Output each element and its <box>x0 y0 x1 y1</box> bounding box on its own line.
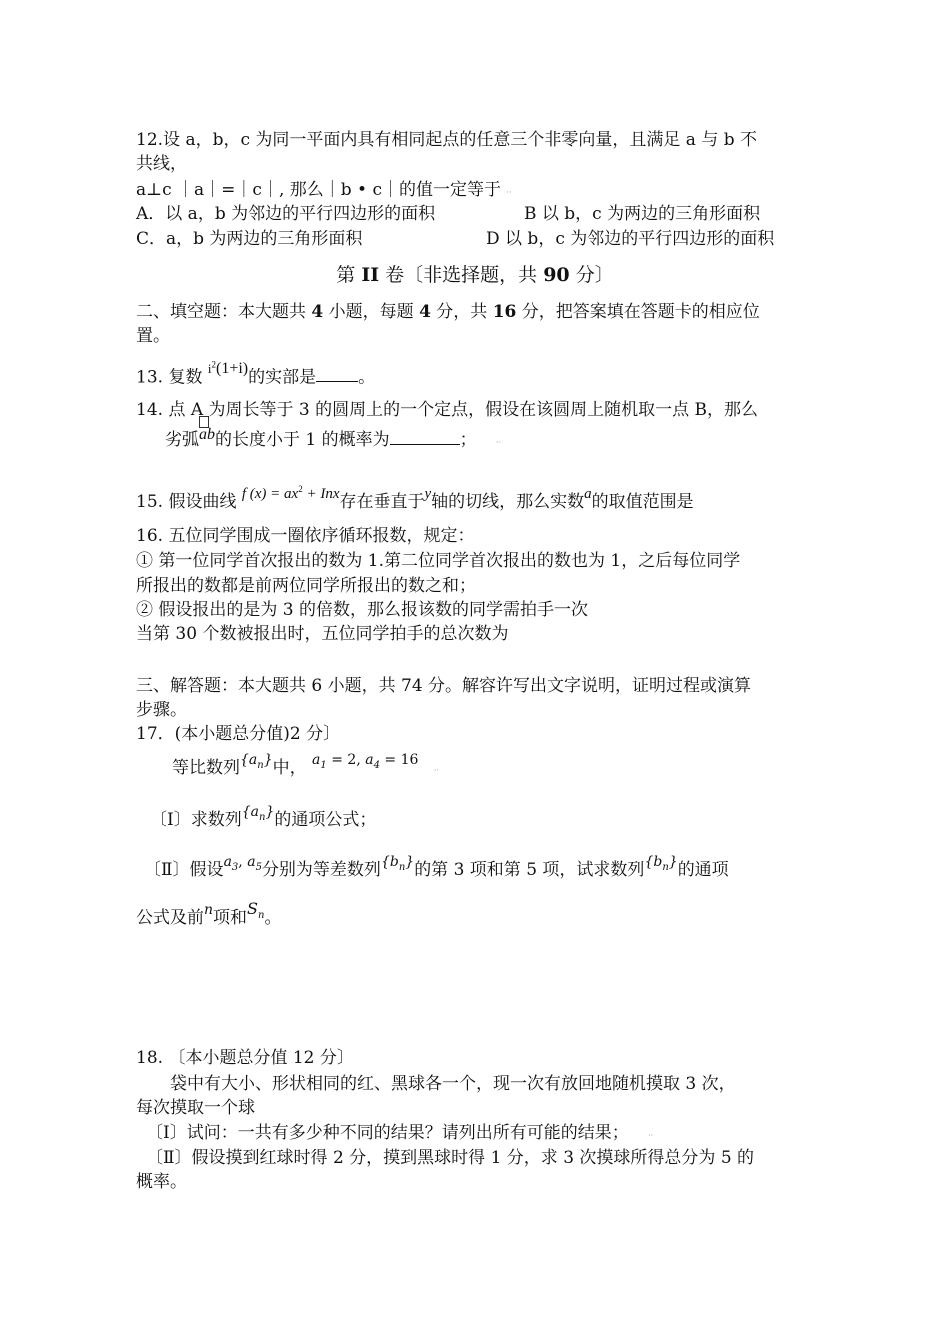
q13-formula-exp: 2 <box>211 360 216 370</box>
q17-seq-b-open: {b <box>380 854 399 870</box>
q18-line1: 袋中有大小、形状相同的红、黑球各一个，现一次有放回地随机摸取 3 次， <box>170 1074 736 1094</box>
q17-part1 <box>150 804 377 835</box>
q15-pre: 15. 假设曲线 <box>136 492 237 512</box>
section3-line2: 步骤。 <box>136 700 187 720</box>
q17-seq-b2-open: {b <box>644 854 663 870</box>
placeholder-dot: ·· <box>496 438 502 447</box>
q13-formula <box>208 361 248 376</box>
arc-box-icon <box>199 416 209 428</box>
q13-post: 的实部是 <box>248 367 317 388</box>
q17-a1: a <box>312 752 321 768</box>
q17-last-line <box>136 899 282 933</box>
q17-seq-a-open: {a <box>240 752 258 768</box>
q16-line1: 16. 五位同学围成一圈依序循环报数，规定： <box>136 526 475 546</box>
q14-end: ； <box>459 430 477 450</box>
q13-pre: 13. 复数 <box>136 367 203 388</box>
q13-formula-i: i <box>207 361 212 377</box>
q18-part2: 〔Ⅱ〕假设摸到红球时得 2 分，摸到黑球时得 1 分，求 3 次摸球所得总分为 5 的 <box>146 1148 755 1168</box>
fill-intro-d: 分，把答案填在答题卡的相应位 <box>516 302 760 322</box>
q17-last-mid: 项和 <box>213 908 248 928</box>
q12-option-d: D 以 b，c 为邻边的平行四边形的面积 <box>486 229 775 249</box>
q17-part2-post: 的通项 <box>677 860 729 880</box>
q17-sn <box>247 899 265 921</box>
q17-part1-seq-close: } <box>265 804 275 820</box>
heading-points: 90 <box>543 264 570 286</box>
q12-option-b: B 以 b，c 为两边的三角形面积 <box>524 204 761 224</box>
heading-mid: 卷〔非选择题，共 <box>385 264 544 286</box>
q17-title: 17．(本小题总分值)2 分〕 <box>136 724 341 744</box>
q15-var: a <box>584 486 592 502</box>
q17-part2-mid2: 的第 3 项和第 5 项，试求数列 <box>414 860 645 880</box>
q15-formula-a: f (x) = ax <box>241 486 299 502</box>
q17-a4: a <box>365 752 374 768</box>
q17-seq-a-close: } <box>263 752 273 768</box>
q18-part2-line2: 概率。 <box>136 1172 187 1192</box>
q17-part2-mid: 分别为等差数列 <box>261 860 381 880</box>
q17-seq-a-sub: n <box>257 760 264 771</box>
q13-end: 。 <box>358 367 376 388</box>
q17-last-pre: 公式及前 <box>136 908 204 928</box>
q17-a1-val: = 2, <box>326 752 366 768</box>
q17-part2-terms <box>223 854 262 873</box>
q18-line2: 每次摸取一个球 <box>136 1098 255 1118</box>
q18-title: 18. 〔本小题总分值 12 分〕 <box>136 1048 354 1068</box>
q13 <box>136 362 375 390</box>
q17-comma: , <box>238 854 248 870</box>
q16-line4: ② 假设报出的是为 3 的倍数，那么报该数的同学需拍手一次 <box>136 600 589 620</box>
q17-n: n <box>204 902 214 918</box>
q15-formula-exp: 2 <box>298 484 303 494</box>
fill-count: 4 <box>311 302 324 322</box>
q12-option-a: A．以 a，b 为邻边的平行四边形的面积 <box>136 204 436 224</box>
q13-answer-blank[interactable] <box>316 367 358 382</box>
placeholder-dot: ·· <box>433 766 439 775</box>
q12-line3 <box>136 178 512 205</box>
fill-intro-a: 二、填空题：本大题共 <box>136 302 312 322</box>
q17-part1-seq-sub: n <box>258 812 266 823</box>
q17-a5-sub: 5 <box>255 862 262 873</box>
q17-given-pre: 等比数列 <box>172 758 240 778</box>
q14-line2 <box>165 428 501 455</box>
heading-pre: 第 <box>336 264 356 286</box>
fill-in-intro <box>136 300 760 324</box>
q17-part1-seq-open: {a <box>241 804 259 820</box>
q14-arc-label: ab <box>199 426 215 443</box>
q15-formula <box>242 486 340 502</box>
fill-each: 4 <box>419 302 431 322</box>
placeholder-dot: ·· <box>648 1131 654 1140</box>
placeholder-dot: ·· <box>506 188 512 197</box>
q17-seq-b2-close: } <box>668 854 678 870</box>
q12-line1: 12.设 a，b，c 为同一平面内具有相同起点的任意三个非零向量，且满足 a 与 b 不 <box>136 130 758 150</box>
q16-line2: ① 第一位同学首次报出的数为 1.第二位同学首次报出的数也为 1，之后每位同学 <box>136 551 741 571</box>
q12-line2: 共线， <box>136 154 187 174</box>
q17-part2 <box>144 854 729 885</box>
q17-a1-sub: 1 <box>320 760 327 771</box>
q17-part2-seq-b <box>380 854 415 873</box>
q17-seq-a <box>240 752 273 771</box>
q17-a5: a <box>247 854 256 870</box>
q15-axis: y <box>424 486 432 502</box>
q17-part2-pre: 〔Ⅱ〕假设 <box>144 860 224 880</box>
q17-a4-val: = 16 <box>379 752 419 768</box>
q12-option-c: C．a，b 为两边的三角形面积 <box>136 229 363 249</box>
q15-mid: 存在垂直于 <box>339 492 425 512</box>
q14-post: 的长度小于 1 的概率为 <box>215 430 390 450</box>
q17-given-values <box>312 752 419 771</box>
q17-part1-pre: 〔I〕求数列 <box>150 810 242 830</box>
q15 <box>136 486 694 515</box>
q17-s: S <box>247 899 258 918</box>
q17-given <box>172 752 439 783</box>
q16-line5: 当第 30 个数被报出时，五位同学拍手的总次数为 <box>136 624 509 644</box>
q17-a3: a <box>223 854 232 870</box>
q17-seq-b2-sub: n <box>662 862 669 873</box>
q17-part1-post: 的通项公式； <box>274 810 377 830</box>
q17-seq-b-sub: n <box>398 862 406 873</box>
q15-mid2: 轴的切线，那么实数 <box>431 492 585 512</box>
q14-pre: 劣弧 <box>165 430 199 450</box>
q18-part1 <box>146 1121 653 1148</box>
q18-part1-text: 〔I〕试问：一共有多少种不同的结果？请列出所有可能的结果； <box>146 1123 629 1143</box>
q17-part2-seq-b2 <box>644 854 678 873</box>
q12-condition: a⊥c ｜a｜=｜c｜, 那么｜b • c｜的值一定等于 <box>136 180 501 200</box>
heading-post: 分〕 <box>575 264 614 286</box>
section3-line1: 三、解答题：本大题共 6 小题，共 74 分。解容许写出文字说明，证明过程或演算 <box>136 676 752 696</box>
q17-given-mid: 中， <box>272 758 307 778</box>
q14-arc <box>199 426 215 443</box>
q17-a4-sub: 4 <box>373 760 380 771</box>
q15-post: 的取值范围是 <box>591 492 694 512</box>
q17-part1-seq <box>241 804 275 823</box>
q14-line1: 14. 点 A 为周长等于 3 的圆周上的一个定点，假设在该圆周上随机取一点 B，那么 <box>136 400 759 420</box>
heading-roman: II <box>361 264 380 286</box>
fill-intro-c: 分，共 <box>430 302 493 322</box>
q14-answer-blank[interactable] <box>390 430 460 445</box>
fill-in-intro-line2: 置。 <box>136 326 170 346</box>
fill-total: 16 <box>492 302 517 322</box>
q17-last-post: 。 <box>264 908 282 928</box>
fill-intro-b: 小题，每题 <box>323 302 420 322</box>
q13-formula-rest: (1+i) <box>215 360 249 378</box>
q17-a3-sub: 3 <box>231 862 239 873</box>
section-heading <box>0 262 950 288</box>
q17-s-sub: n <box>258 910 265 921</box>
q16-line3: 所报出的数都是前两位同学所报出的数之和； <box>136 576 476 596</box>
q15-formula-b: + Inx <box>302 486 340 502</box>
q17-seq-b-close: } <box>405 854 415 870</box>
